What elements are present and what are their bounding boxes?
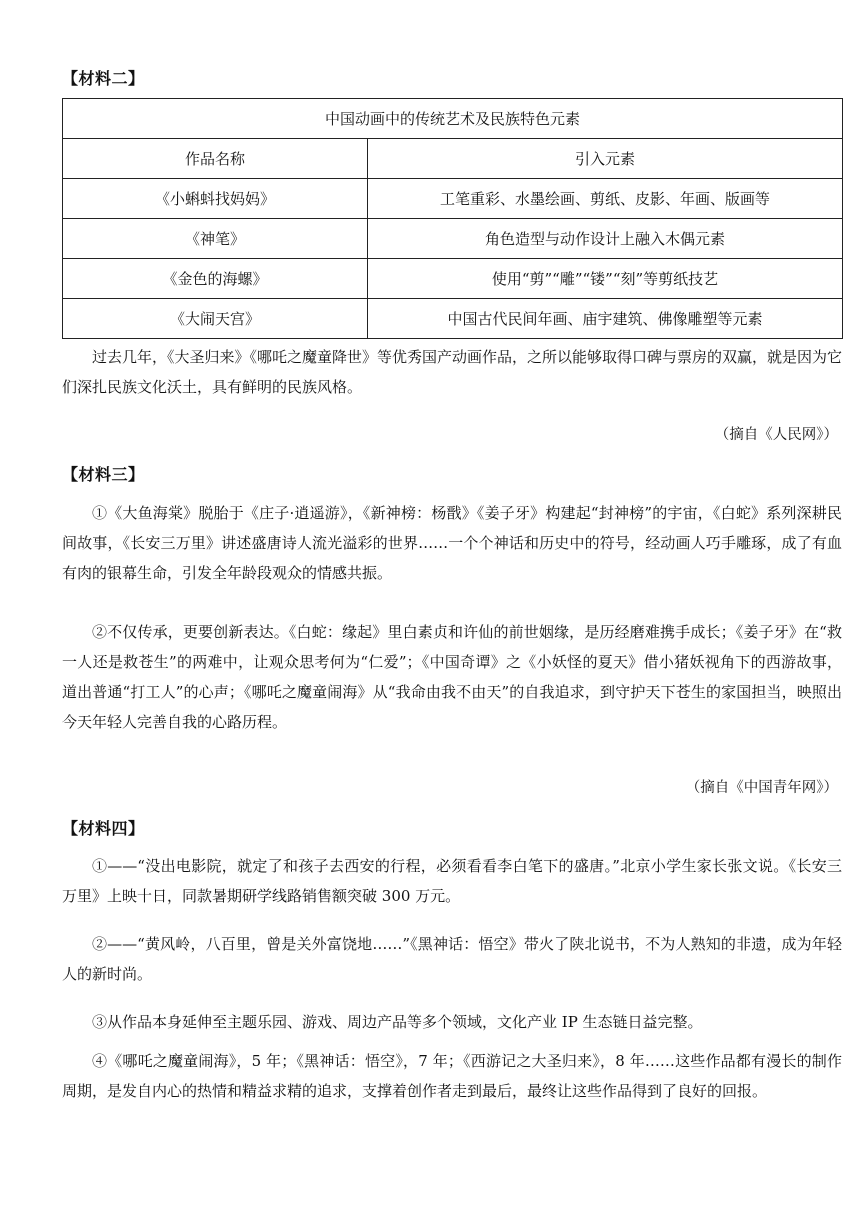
table-title-row (63, 99, 843, 139)
table-title: 中国动画中的传统艺术及民族特色元素 (63, 99, 843, 139)
table-header-row (63, 139, 843, 179)
table-cell-work: 《金色的海螺》 (63, 259, 368, 299)
table-row (63, 179, 843, 219)
material-3-paragraph-1: ①《大鱼海棠》脱胎于《庄子·逍遥游》，《新神榜：杨戬》《姜子牙》构建起“封神榜”的宇宙，《白蛇》系列深耕民间故事，《长安三万里》讲述盛唐诗人流光溢彩的世界……一个个神话和历史中的符号，经动画人巧手雕琢，成了有血有肉的银幕生命，引发全年龄段观众的情感共振。 (62, 504, 842, 582)
table-cell-work: 《神笔》 (63, 219, 368, 259)
material-4-paragraph-3: ③从作品本身延伸至主题乐园、游戏、周边产品等多个领域，文化产业 IP 生态链日益完整。 (92, 1013, 703, 1031)
table-row (63, 219, 843, 259)
table-cell-elements: 角色造型与动作设计上融入木偶元素 (368, 219, 843, 259)
table-cell-elements: 工笔重彩、水墨绘画、剪纸、皮影、年画、版画等 (368, 179, 843, 219)
table-cell-elements: 中国古代民间年画、庙宇建筑、佛像雕塑等元素 (368, 299, 843, 339)
table-cell-elements: 使用“剪”“雕”“镂”“刻”等剪纸技艺 (368, 259, 843, 299)
material-3-paragraph-2: ②不仅传承，更要创新表达。《白蛇：缘起》里白素贞和许仙的前世姻缘，是历经磨难携手成长；《姜子牙》在“救一人还是救苍生”的两难中，让观众思考何为“仁爱”；《中国奇谭》之《小妖怪的夏天》借小猪妖视角下的西游故事，道出普通“打工人”的心声；《哪吒之魔童闹海》从“我命由我不由天”的自我追求，到守护天下苍生的家国担当，映照出今天年轻人完善自我的心路历程。 (62, 623, 842, 731)
column-header-work-name: 作品名称 (63, 139, 368, 179)
material-4-paragraph-2: ②——“黄风岭，八百里，曾是关外富饶地……”《黑神话：悟空》带火了陕北说书，不为人熟知的非遗，成为年轻人的新时尚。 (62, 935, 842, 983)
column-header-elements: 引入元素 (368, 139, 843, 179)
table-cell-work: 《小蝌蚪找妈妈》 (63, 179, 368, 219)
table-row (63, 259, 843, 299)
material-3-source: （摘自《中国青年网》） (685, 780, 838, 796)
material-2-paragraph: 过去几年，《大圣归来》《哪吒之魔童降世》等优秀国产动画作品，之所以能够取得口碑与票房的双赢，就是因为它们深扎民族文化沃土，具有鲜明的民族风格。 (62, 348, 843, 396)
art-elements-table (62, 98, 843, 339)
material-4-heading: 【材料四】 (62, 819, 145, 838)
material-4-paragraph-1: ①——“没出电影院，就定了和孩子去西安的行程，必须看看李白笔下的盛唐。”北京小学生家长张文说。《长安三万里》上映十日，同款暑期研学线路销售额突破 300 万元。 (62, 857, 842, 905)
material-4-paragraph-4: ④《哪吒之魔童闹海》，5 年；《黑神话：悟空》，7 年；《西游记之大圣归来》，8 年……这些作品都有漫长的制作周期，是发自内心的热情和精益求精的追求，支撑着创作者走到最后，最终让这些作品得到了良好的回报。 (62, 1052, 842, 1100)
material-2-source: （摘自《人民网》） (714, 427, 838, 443)
table-cell-work: 《大闹天宫》 (63, 299, 368, 339)
material-2-heading: 【材料二】 (62, 69, 145, 88)
table-row (63, 299, 843, 339)
material-3-heading: 【材料三】 (62, 465, 145, 484)
